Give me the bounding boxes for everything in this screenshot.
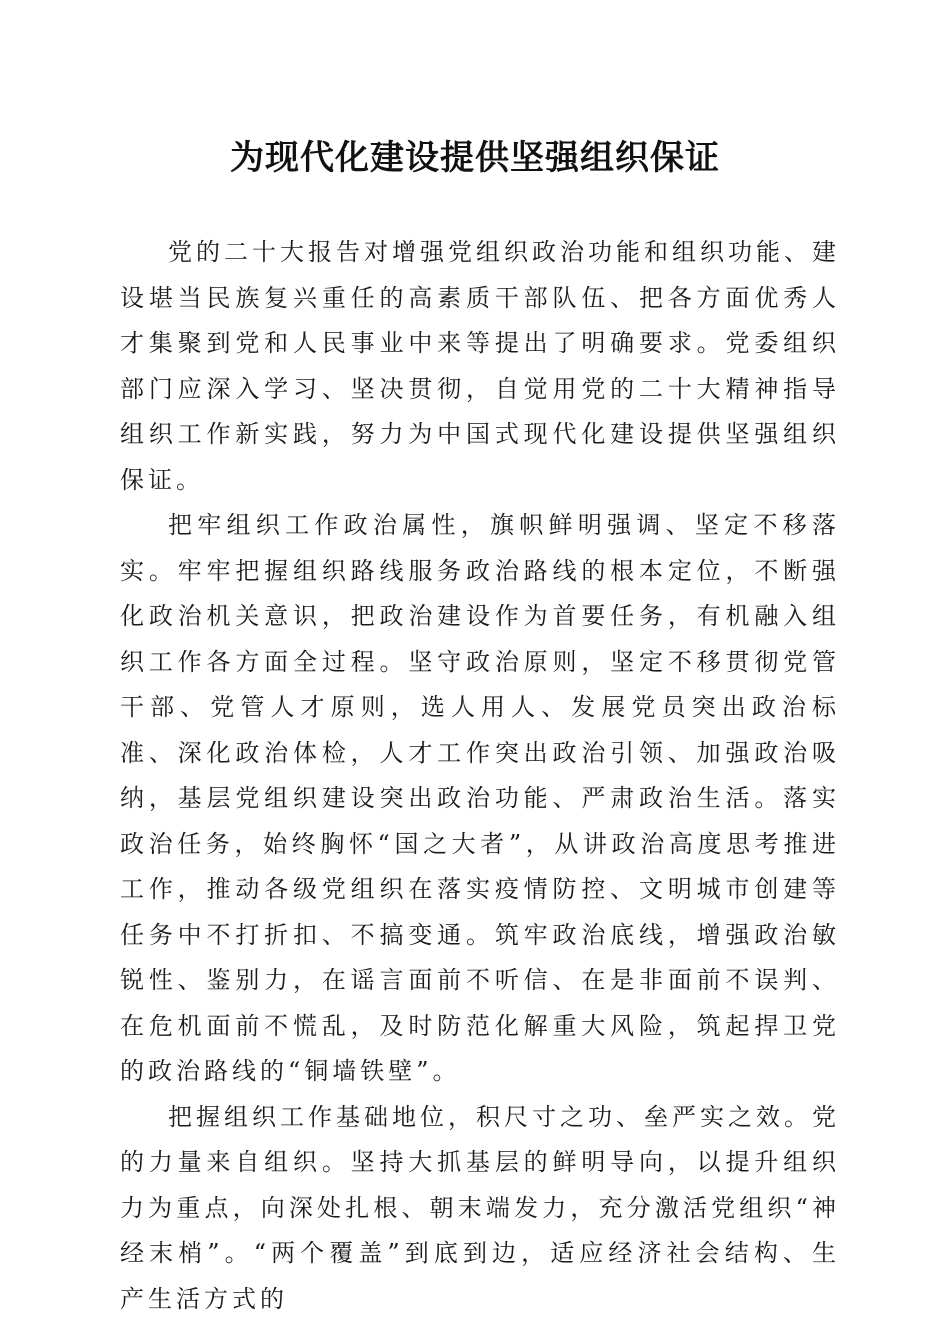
document-body <box>120 230 840 1322</box>
paragraph: 把牢组织工作政治属性，旗帜鲜明强调、坚定不移落实。牢牢把握组织路线服务政治路线的根本定位，不断强化政治机关意识，把政治建设作为首要任务，有机融入组织工作各方面全过程。坚守政治原则，坚定不移贯彻党管干部、党管人才原则，选人用人、发展党员突出政治标准、深化政治体检，人才工作突出政治引领、加强政治吸纳，基层党组织建设突出政治功能、严肃政治生活。落实政治任务，始终胸怀“国之大者”，从讲政治高度思考推进工作，推动各级党组织在落实疫情防控、文明城市创建等任务中不打折扣、不搞变通。筑牢政治底线，增强政治敏锐性、鉴别力，在谣言面前不听信、在是非面前不误判、在危机面前不慌乱，及时防范化解重大风险，筑起捍卫党的政治路线的“铜墙铁壁”。 <box>120 511 840 1085</box>
paragraph: 党的二十大报告对增强党组织政治功能和组织功能、建设堪当民族复兴重任的高素质干部队伍、把各方面优秀人才集聚到党和人民事业中来等提出了明确要求。党委组织部门应深入学习、坚决贯彻，自觉用党的二十大精神指导组织工作新实践，努力为中国式现代化建设提供坚强组织保证。 <box>120 238 840 494</box>
document-title: 为现代化建设提供坚强组织保证 <box>230 138 720 178</box>
paragraph: 把握组织工作基础地位，积尺寸之功、垒严实之效。党的力量来自组织。坚持大抓基层的鲜明导向，以提升组织力为重点，向深处扎根、朝末端发力，充分激活党组织“神经末梢”。“两个覆盖”到底到边，适应经济社会结构、生产生活方式的 <box>120 1102 840 1313</box>
